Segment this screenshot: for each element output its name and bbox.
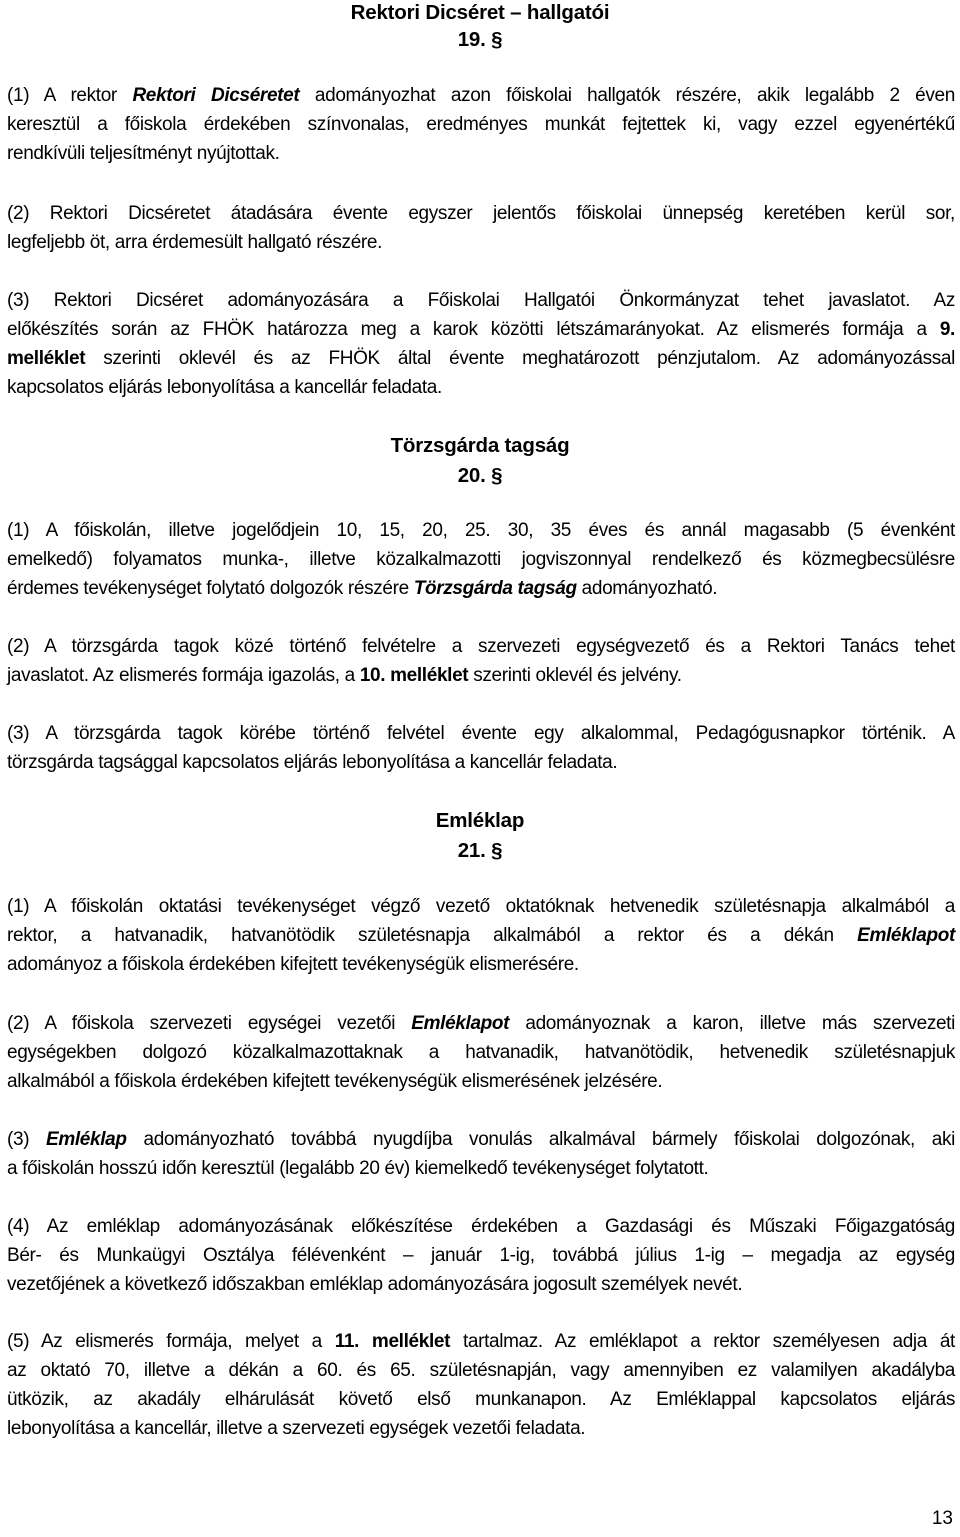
section-number: 21. § [457, 839, 503, 862]
section-title: Törzsgárda tagság [390, 434, 570, 457]
bold-reference: 10. melléklet [359, 665, 469, 686]
text-line: lebonyolítása a kancellár, illetve a szervezeti egységek vezetői feladata. [7, 1418, 586, 1439]
text-line: emelkedő) folyamatos munka-, illetve közalkalmazotti jogviszonnyal rendelkező és közmegbecsülésre [7, 549, 955, 570]
text-line: előkészítés során az FHÖK határozza meg a karok közötti létszámarányokat. Az elismerés formája a 9. [7, 319, 955, 340]
paragraph [7, 1009, 955, 1096]
emphasized-term: Emléklapot [411, 1013, 510, 1034]
section-title: Rektori Dicséret – hallgatói [350, 1, 610, 24]
paragraph [7, 81, 955, 168]
text-line: ütközik, az akadály elhárulását követő első munkanapon. Az Emléklappal kapcsolatos eljárás [7, 1389, 955, 1410]
text-line: Bér- és Munkaügyi Osztálya félévenként – január 1-ig, továbbá július 1-ig – megadja az egység [7, 1245, 955, 1266]
text-line: érdemes tevékenységet folytató dolgozók részére Törzsgárda tagság adományozható. [7, 578, 718, 599]
paragraph [7, 1125, 955, 1183]
paragraph [7, 516, 955, 603]
paragraph [7, 892, 955, 979]
emphasized-term: Törzsgárda tagság [413, 578, 577, 599]
section-title: Emléklap [435, 809, 525, 832]
bold-reference: 9. [939, 319, 955, 340]
text-line: a főiskolán hosszú időn keresztül (legalább 20 év) kiemelkedő tevékenységet folytatott. [7, 1158, 709, 1179]
text-line: adományoz a főiskola érdekében kifejtett tevékenységük elismerésére. [7, 954, 579, 975]
text-line: alkalmából a főiskola érdekében kifejtett tevékenységük elismerésének jelzésére. [7, 1071, 663, 1092]
text-line: (3) A törzsgárda tagok körébe történő felvétel évente egy alkalommal, Pedagógusnapkor történik. A [7, 723, 955, 744]
text-line: (2) A törzsgárda tagok közé történő felvételre a szervezeti egységvezető és a Rektori Tanács tehet [7, 636, 955, 657]
text-line: (1) A főiskolán oktatási tevékenységet végző vezető oktatóknak hetvenedik születésnapja alkalmából a [7, 896, 955, 917]
text-line: egységekben dolgozó közalkalmazottaknak a hatvanadik, hatvanötödik, hetvenedik születésnapjuk [7, 1042, 955, 1063]
emphasized-term: Rektori Dicséretet [132, 85, 300, 106]
bold-reference: melléklet [7, 348, 86, 369]
text-line: (2) A főiskola szervezeti egységei vezetői Emléklapot adományoznak a karon, illetve más szervezeti [7, 1013, 955, 1034]
paragraph [7, 1327, 955, 1443]
paragraph [7, 199, 955, 257]
text-line: (2) Rektori Dicséretet átadására évente egyszer jelentős főiskolai ünnepség keretében kerül sor, [7, 203, 955, 224]
text-line: az oktató 70, illetve a dékán a 60. és 65. születésnapján, vagy amennyiben ez valamilyen akadályba [7, 1360, 955, 1381]
section-number: 20. § [457, 464, 503, 487]
page-number: 13 [931, 1508, 953, 1529]
text-line: (3) Rektori Dicséret adományozására a Főiskolai Hallgatói Önkormányzat tehet javaslatot. Az [7, 290, 955, 311]
text-line: legfeljebb öt, arra érdemesült hallgató részére. [7, 232, 383, 253]
text-line: kapcsolatos eljárás lebonyolítása a kancellár feladata. [7, 377, 442, 398]
emphasized-term: Emléklap [46, 1129, 127, 1150]
text-line: keresztül a főiskola érdekében színvonalas, eredményes munkát fejtettek ki, vagy ezzel egyenértékű [7, 114, 955, 135]
paragraph [7, 286, 955, 402]
text-line: rektor, a hatvanadik, hatvanötödik születésnapja alkalmából a rektor és a dékán Emléklapot [7, 925, 955, 946]
text-line: rendkívüli teljesítményt nyújtottak. [7, 143, 280, 164]
emphasized-term: Emléklapot [857, 925, 955, 946]
text-line: (4) Az emléklap adományozásának előkészítése érdekében a Gazdasági és Műszaki Főigazgatóság [7, 1216, 955, 1237]
text-line: melléklet szerinti oklevél és az FHÖK által évente meghatározott pénzjutalom. Az adományozással [7, 348, 955, 369]
text-line: (1) A rektor Rektori Dicséretet adományozhat azon főiskolai hallgatók részére, akik legalább 2 éven [7, 85, 955, 106]
bold-reference: 11. melléklet [334, 1331, 451, 1352]
text-line: vezetőjének a következő időszakban emléklap adományozására jogosult személyek nevét. [7, 1274, 743, 1295]
paragraph [7, 719, 955, 777]
text-line: javaslatot. Az elismerés formája igazolás, a 10. melléklet szerinti oklevél és jelvény. [7, 665, 682, 686]
section-number: 19. § [457, 28, 503, 51]
text-line: (1) A főiskolán, illetve jogelődjein 10, 15, 20, 25. 30, 35 éves és annál magasabb (5 évenként [7, 520, 955, 541]
paragraph [7, 1212, 955, 1299]
text-line: (3) Emléklap adományozható továbbá nyugdíjba vonulás alkalmával bármely főiskolai dolgozónak, aki [7, 1129, 955, 1150]
text-line: törzsgárda tagsággal kapcsolatos eljárás lebonyolítása a kancellár feladata. [7, 752, 618, 773]
paragraph [7, 632, 955, 690]
text-line: (5) Az elismerés formája, melyet a 11. melléklet tartalmaz. Az emléklapot a rektor személyesen adja át [7, 1331, 955, 1352]
